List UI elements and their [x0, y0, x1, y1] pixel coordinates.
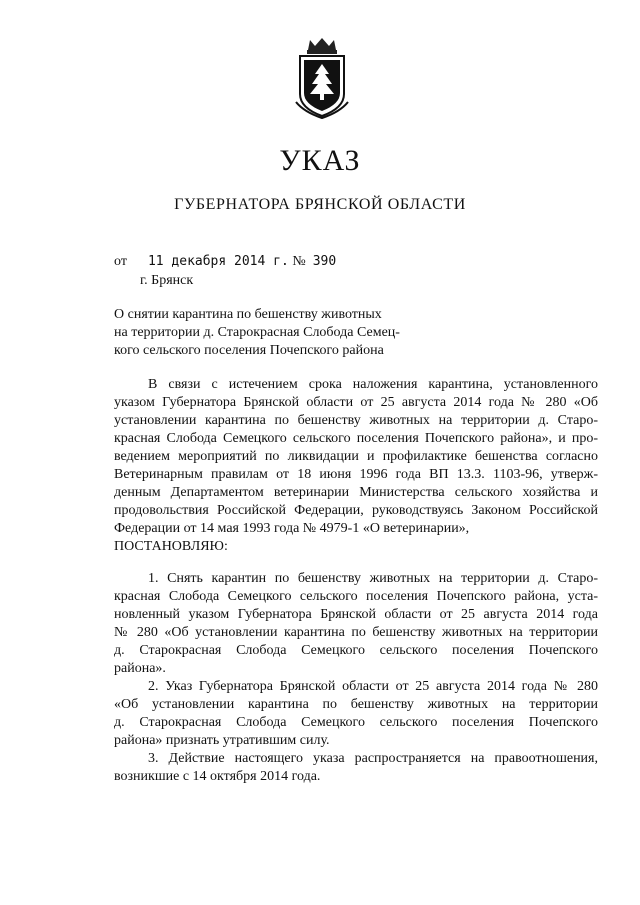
preamble-line: ведением мероприятий по ликвидации и профилактике бешенства согласно	[114, 449, 598, 464]
document-city: г. Брянск	[140, 273, 194, 288]
decree-word: ПОСТАНОВЛЯЮ:	[114, 539, 228, 554]
item-line: возникшие с 14 октября 2014 года.	[114, 769, 321, 784]
decree-item-2	[114, 678, 598, 750]
date-number-line	[114, 254, 336, 270]
subject-line: на территории д. Старокрасная Слобода Семец-	[114, 325, 400, 340]
preamble-line: продовольствия Российской Федерации, руководствуясь Законом Российской	[114, 503, 598, 518]
preamble-line: установлении карантина по бешенству животных на территории д. Старо-	[114, 413, 598, 428]
item-line: «Об установлении карантина по бешенству животных на территории	[114, 697, 598, 712]
document-subject	[114, 306, 400, 360]
subject-line: О снятии карантина по бешенству животных	[114, 307, 382, 322]
item-line: № 280 «Об установлении карантина по бешенству животных на территории	[114, 625, 598, 640]
preamble-line: Ветеринарным правилам от 18 июня 1996 года ВП 13.3. 1103-96, утверж-	[114, 467, 598, 482]
item-line: д. Старокрасная Слобода Семецкого сельского поселения Почепского	[114, 643, 598, 658]
document-date: 11 декабря 2014 г.	[147, 254, 289, 269]
document-title: УКАЗ	[279, 144, 361, 177]
subject-line: кого сельского поселения Почепского района	[114, 343, 384, 358]
item-line: 1. Снять карантин по бешенству животных на территории д. Старо-	[148, 571, 598, 586]
preamble-line: Федерации от 14 мая 1993 года № 4979-1 «О ветеринарии»,	[114, 521, 470, 536]
decree-item-3	[114, 750, 598, 786]
preamble-line: денным Департаментом ветеринарии Министерства сельского хозяйства и	[114, 485, 598, 500]
decree-items	[114, 570, 598, 786]
item-line: 2. Указ Губернатора Брянской области от 25 августа 2014 года № 280	[148, 679, 598, 694]
preamble-line: В связи с истечением срока наложения карантина, установленного	[148, 377, 598, 392]
preamble-line: красная Слобода Семецкого сельского поселения Почепского района», и про-	[114, 431, 598, 446]
item-line: красная Слобода Семецкого сельского поселения Почепского района, уста-	[114, 589, 598, 604]
item-line: 3. Действие настоящего указа распространяется на правоотношения,	[148, 751, 598, 766]
number-sign: №	[292, 254, 306, 269]
item-line: района».	[114, 661, 166, 676]
document-issuer: ГУБЕРНАТОРА БРЯНСКОЙ ОБЛАСТИ	[174, 196, 466, 213]
item-line: д. Старокрасная Слобода Семецкого сельского поселения Почепского	[114, 715, 598, 730]
decree-item-1	[114, 570, 598, 678]
document-number: 390	[312, 254, 337, 269]
preamble	[114, 376, 598, 556]
preamble-line: указом Губернатора Брянской области от 25 августа 2014 года № 280 «Об	[114, 395, 598, 410]
item-line: новленный указом Губернатора Брянской области от 25 августа 2014 года	[114, 607, 598, 622]
coat-of-arms-icon	[294, 36, 350, 120]
item-line: района» признать утратившим силу.	[114, 733, 330, 748]
date-prefix: от	[114, 254, 127, 269]
